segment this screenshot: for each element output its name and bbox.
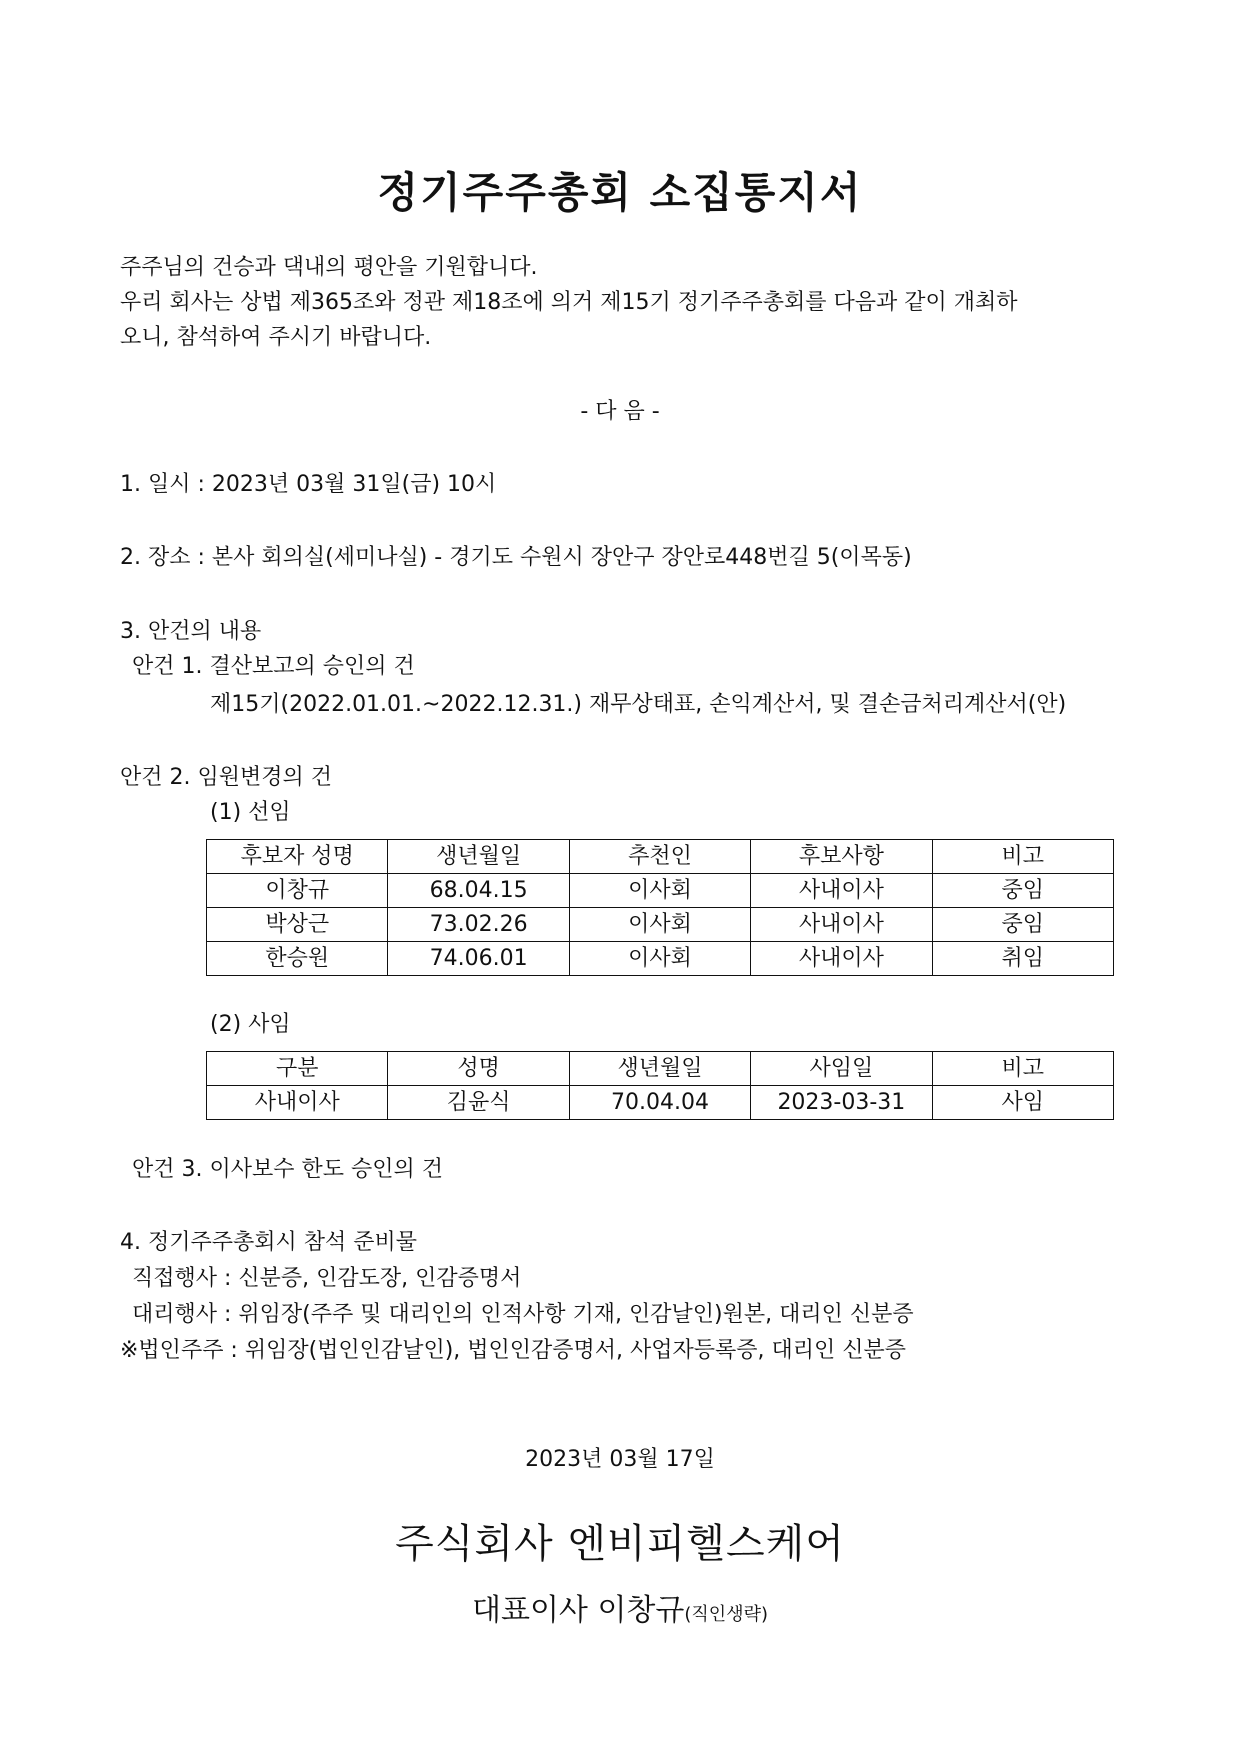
heading-next: - 다 음 -	[580, 399, 660, 424]
preparation-corporate: ※법인주주 : 위임장(법인인감날인), 법인인감증명서, 사업자등록증, 대리인 신분증	[120, 1338, 907, 1363]
table-cell: 74.06.01	[388, 942, 569, 976]
agenda-1-detail: 제15기(2022.01.01.~2022.12.31.) 재무상태표, 손익계산서, 및 결손금처리계산서(안)	[210, 692, 1067, 717]
table-cell: 중임	[932, 874, 1113, 908]
table-cell: 사내이사	[751, 874, 932, 908]
intro-line-3: 오니, 참석하여 주시기 바랍니다.	[120, 325, 432, 350]
seal-note: (직인생략)	[684, 1604, 768, 1625]
item-agenda-title: 3. 안건의 내용	[120, 619, 262, 644]
document-title: 정기주주총회 소집통지서	[377, 168, 863, 217]
table-header-cell: 구분	[207, 1052, 388, 1086]
table-header-cell: 생년월일	[569, 1052, 750, 1086]
table-row	[207, 942, 1114, 976]
table-cell: 이사회	[569, 942, 750, 976]
table-row	[207, 1086, 1114, 1120]
item-preparation-title: 4. 정기주주총회시 참석 준비물	[120, 1230, 417, 1255]
table-cell: 2023-03-31	[751, 1086, 932, 1120]
table-cell: 사내이사	[207, 1086, 388, 1120]
table-header-row	[207, 1052, 1114, 1086]
table-cell: 박상근	[207, 908, 388, 942]
intro-line-1: 주주님의 건승과 댁내의 평안을 기원합니다.	[120, 255, 538, 280]
resign-table	[206, 1051, 1114, 1120]
representative-name: 대표이사 이창규	[471, 1593, 685, 1628]
representative-line	[0, 1585, 1240, 1629]
table-header-cell: 비고	[932, 1052, 1113, 1086]
table-cell: 이사회	[569, 874, 750, 908]
agenda-3-title: 안건 3. 이사보수 한도 승인의 건	[132, 1157, 443, 1182]
table-header-cell: 추천인	[569, 840, 750, 874]
table-cell: 사내이사	[751, 942, 932, 976]
company-name: 주식회사 엔비피헬스케어	[395, 1521, 845, 1567]
item-date-time: 1. 일시 : 2023년 03월 31일(금) 10시	[120, 472, 497, 497]
table-cell: 70.04.04	[569, 1086, 750, 1120]
appoint-table	[206, 839, 1114, 976]
preparation-proxy: 대리행사 : 위임장(주주 및 대리인의 인적사항 기재, 인감날인)원본, 대리인 신분증	[132, 1302, 914, 1327]
notice-date: 2023년 03월 17일	[525, 1447, 715, 1472]
table-cell: 이창규	[207, 874, 388, 908]
agenda-1-title: 안건 1. 결산보고의 승인의 건	[132, 654, 415, 679]
table-header-cell: 사임일	[751, 1052, 932, 1086]
table-cell: 취임	[932, 942, 1113, 976]
item-location: 2. 장소 : 본사 회의실(세미나실) - 경기도 수원시 장안구 장안로448번길 5(이목동)	[120, 545, 912, 570]
table-cell: 73.02.26	[388, 908, 569, 942]
table-row	[207, 874, 1114, 908]
table-cell: 이사회	[569, 908, 750, 942]
table-header-cell: 생년월일	[388, 840, 569, 874]
agenda-2-title: 안건 2. 임원변경의 건	[120, 765, 332, 790]
table-cell: 68.04.15	[388, 874, 569, 908]
intro-line-2: 우리 회사는 상법 제365조와 정관 제18조에 의거 제15기 정기주주총회를 다음과 같이 개최하	[120, 290, 1018, 315]
table-cell: 한승원	[207, 942, 388, 976]
table-cell: 중임	[932, 908, 1113, 942]
table-header-cell: 후보사항	[751, 840, 932, 874]
table-header-cell: 비고	[932, 840, 1113, 874]
table-header-cell: 후보자 성명	[207, 840, 388, 874]
table-header-row	[207, 840, 1114, 874]
table-cell: 사임	[932, 1086, 1113, 1120]
table-cell: 사내이사	[751, 908, 932, 942]
table-header-cell: 성명	[388, 1052, 569, 1086]
table-cell: 김윤식	[388, 1086, 569, 1120]
preparation-direct: 직접행사 : 신분증, 인감도장, 인감증명서	[132, 1266, 522, 1291]
resign-label: (2) 사임	[210, 1012, 291, 1037]
table-row	[207, 908, 1114, 942]
appoint-label: (1) 선임	[210, 800, 291, 825]
